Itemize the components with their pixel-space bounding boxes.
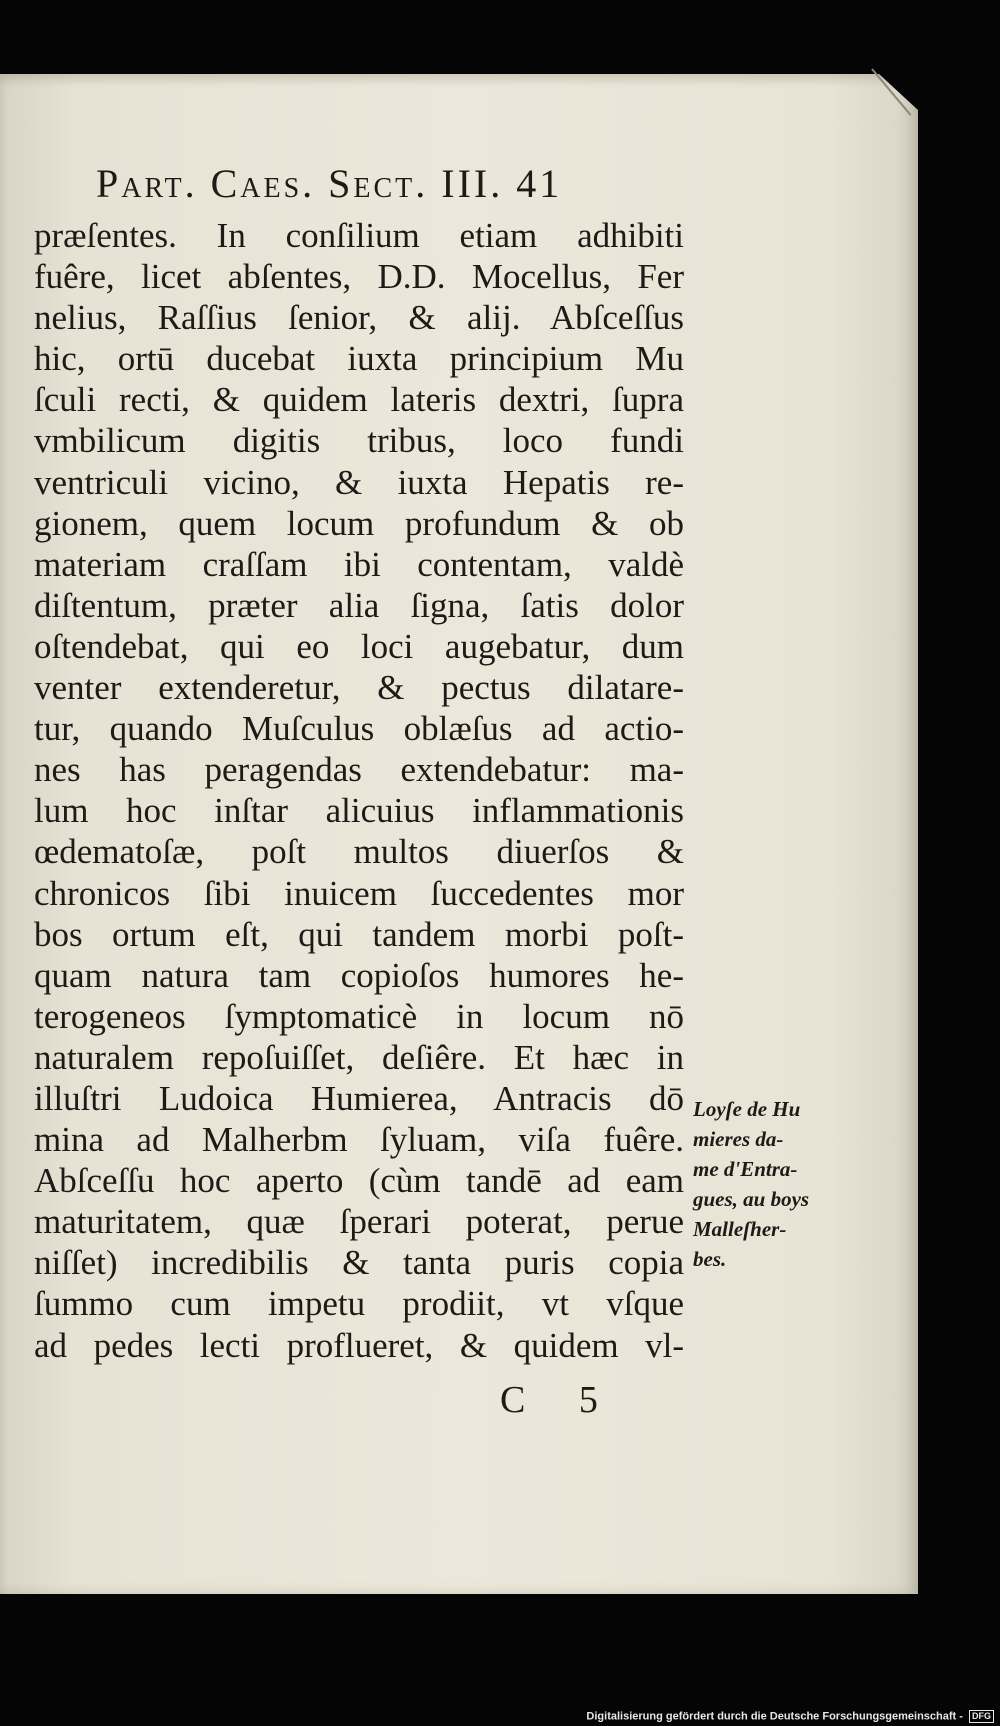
marginal-note-line: me d'Entra- [693, 1157, 798, 1181]
body-line: ſculi recti, & quidem lateris dextri, ſupra [34, 380, 684, 420]
marginal-note-line: mieres da- [693, 1127, 784, 1151]
body-line: gionem, quem locum profundum & ob [34, 503, 684, 543]
body-line: quam natura tam copioſos humores he- [34, 955, 684, 995]
body-line: œdematoſæ, poſt multos diuerſos & [34, 832, 684, 872]
marginal-note [693, 1094, 843, 1274]
body-line: mina ad Malherbm ſyluam, viſa fuêre. [34, 1120, 684, 1160]
body-line: ventriculi vicino, & iuxta Hepatis re- [34, 462, 684, 502]
body-line: chronicos ſibi inuicem ſuccedentes mor [34, 873, 684, 913]
body-line: venter extenderetur, & pectus dilatare- [34, 668, 684, 708]
body-line: materiam craſſam ibi contentam, valdè [34, 544, 684, 584]
body-line: lum hoc inſtar alicuius inflammationis [34, 791, 684, 831]
marginal-note-line: Loyſe de Hu [693, 1097, 801, 1121]
digitization-credit [586, 1710, 994, 1723]
body-line: nes has peragendas extendebatur: ma- [34, 750, 684, 790]
body-line: oſtendebat, qui eo loci augebatur, dum [34, 626, 684, 666]
body-line: terogeneos ſymptomaticè in locum nō [34, 996, 684, 1036]
body-line: ſummo cum impetu prodiit, vt vſque [34, 1284, 684, 1324]
signature-mark: C 5 [500, 1379, 620, 1421]
body-line: vmbilicum digitis tribus, loco fundi [34, 421, 684, 461]
body-line: niſſet) incredibilis & tanta puris copia [34, 1243, 684, 1283]
body-line: diſtentum, præter alia ſigna, ſatis dolor [34, 585, 684, 625]
body-line: nelius, Raſſius ſenior, & alij. Abſceſſus [34, 298, 684, 338]
body-line: fuêre, licet abſentes, D.D. Mocellus, Fer [34, 257, 684, 297]
marginal-note-line: bes. [693, 1247, 727, 1271]
marginal-note-line: gues, au boys [693, 1187, 810, 1211]
body-line: bos ortum eſt, qui tandem morbi poſt- [34, 914, 684, 954]
body-line: Abſceſſu hoc aperto (cùm tandē ad eam [34, 1161, 684, 1201]
body-line: tur, quando Muſculus oblæſus ad actio- [34, 709, 684, 749]
credit-text: Digitalisierung gefördert durch die Deutsche Forschungsgemeinschaft - [586, 1710, 963, 1723]
dfg-logo: DFG [969, 1710, 994, 1723]
body-line: præſentes. In conſilium etiam adhibiti [34, 216, 684, 255]
marginal-note-line: Malleſher- [693, 1217, 787, 1241]
body-line: hic, ortū ducebat iuxta principium Mu [34, 339, 684, 379]
body-line: maturitatem, quæ ſperari poterat, perue [34, 1202, 684, 1242]
body-line: ad pedes lecti proflueret, & quidem vl- [34, 1325, 684, 1365]
running-head: Part. Caes. Sect. III. 41 [96, 161, 563, 206]
body-text [34, 215, 684, 1366]
body-line: illuſtri Ludoica Humierea, Antracis dō [34, 1078, 684, 1118]
body-line: naturalem repoſuiſſet, deſiêre. Et hæc in [34, 1037, 684, 1077]
